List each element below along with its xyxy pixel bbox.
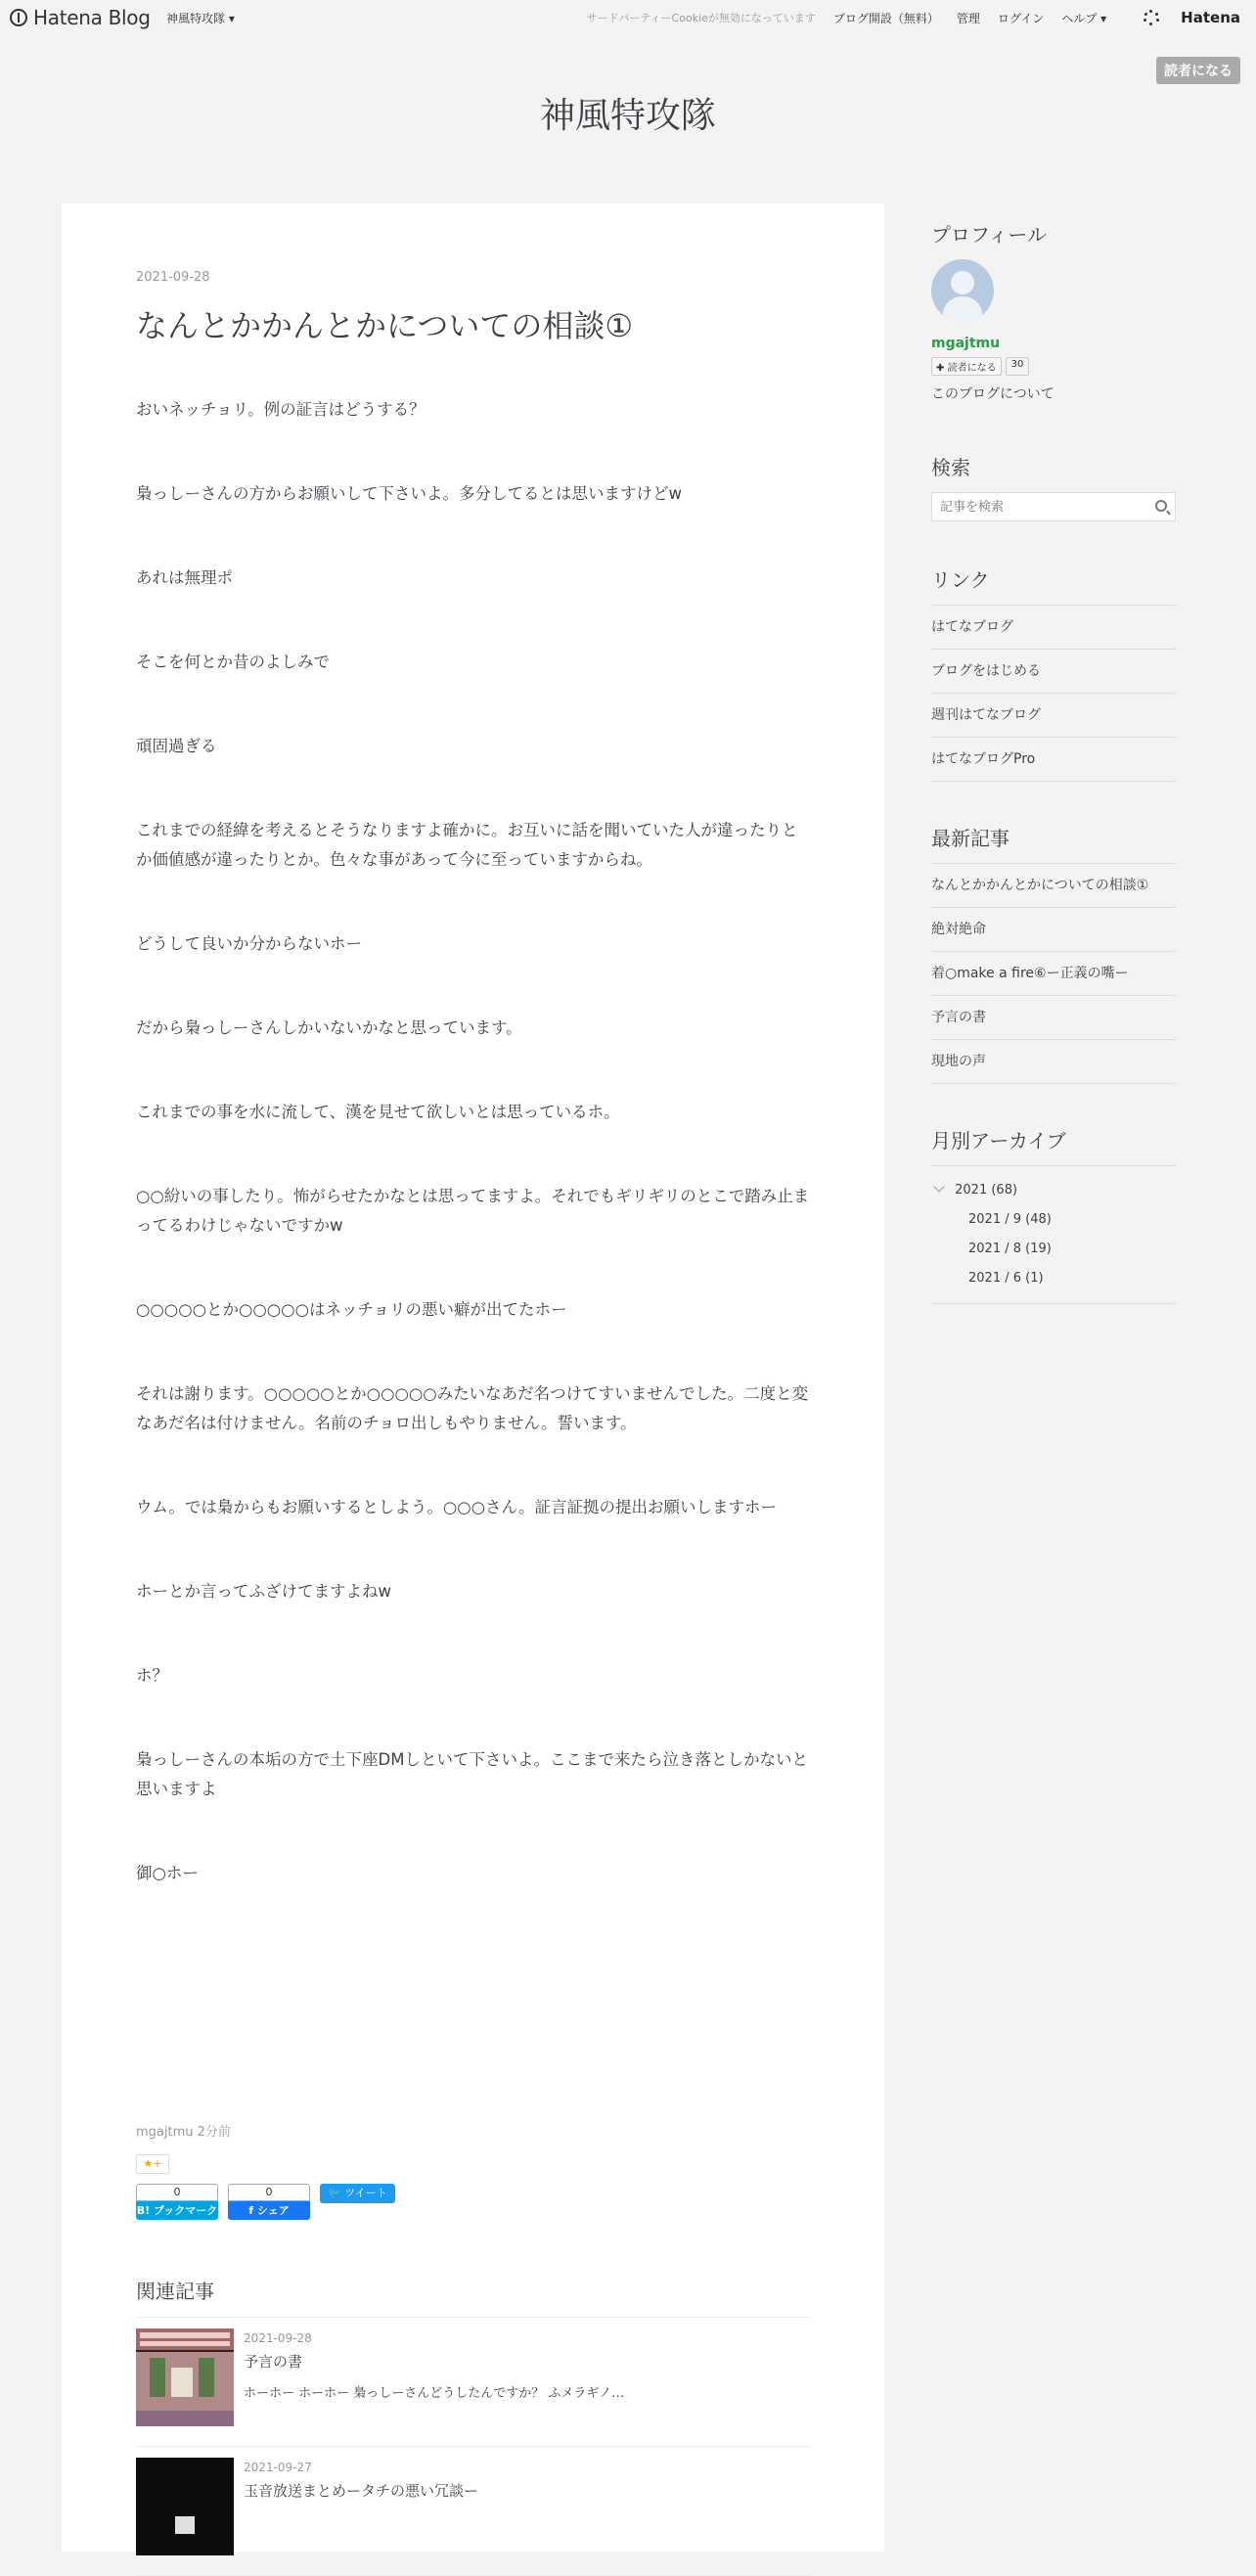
twitter-bird-icon: 🐦 xyxy=(328,2187,341,2199)
archive-month[interactable]: 2021 / 8 (19) xyxy=(968,1242,1052,1256)
recent-heading: 最新記事 xyxy=(931,827,1009,850)
recent-item[interactable]: 予言の書 xyxy=(931,996,1176,1040)
entry-paragraph: ○○紛いの事したり。怖がらせたかなとは思ってますよ。それでもギリギリのとこで踏み止まってるわけじゃないですかw xyxy=(136,1187,810,1235)
entry-paragraph: ホーとか言ってふざけてますよねw xyxy=(136,1582,391,1601)
recent-list xyxy=(931,863,1176,1084)
archive-list xyxy=(931,1165,1176,1304)
entry-paragraph: これまでの事を水に流して、漢を見せて欲しいとは思っているホ。 xyxy=(136,1103,620,1121)
entry-time[interactable]: 2分前 xyxy=(197,2125,231,2140)
subscribe-small-button[interactable] xyxy=(931,357,1002,376)
link-item[interactable]: はてなブログ xyxy=(931,606,1176,650)
share-buttons xyxy=(136,2184,395,2220)
search-icon[interactable] xyxy=(1155,500,1167,512)
related-title[interactable]: 予言の書 xyxy=(244,2353,303,2371)
article-card xyxy=(62,203,884,2552)
related-list xyxy=(136,2317,811,2576)
global-header xyxy=(0,0,1256,35)
link-item[interactable]: ブログをはじめる xyxy=(931,650,1176,694)
cookie-notice[interactable]: サードパーティーCookieが無効になっています xyxy=(586,12,816,24)
archive-heading: 月別アーカイブ xyxy=(931,1129,1066,1152)
archive-month[interactable]: 2021 / 6 (1) xyxy=(968,1271,1044,1286)
entry-paragraph: それは謝ります。○○○○○とか○○○○○みたいなあだ名つけてすいませんでした。二度と変なあだ名は付けません。名前のチョロ出しもやりません。誓います。 xyxy=(136,1384,809,1432)
entry-paragraph: だから梟っしーさんしかいないかなと思っています。 xyxy=(136,1018,522,1037)
archive-month[interactable]: 2021 / 9 (48) xyxy=(968,1212,1052,1227)
recent-item[interactable]: 現地の声 xyxy=(931,1040,1176,1084)
links-heading: リンク xyxy=(931,568,990,592)
subscribe-button[interactable]: 読者になる xyxy=(1156,57,1240,84)
blog-title[interactable]: 神風特攻隊 xyxy=(539,96,716,136)
related-title[interactable]: 玉音放送まとめータチの悪い冗談ー xyxy=(244,2482,479,2500)
facebook-share-button[interactable]: f シェア xyxy=(228,2201,310,2220)
entry-paragraph: あれは無理ポ xyxy=(136,568,233,587)
recent-item[interactable]: 着○make a fire⑥ー正義の嘴ー xyxy=(931,952,1176,996)
search-module xyxy=(931,452,1176,521)
tweet-button[interactable] xyxy=(320,2184,395,2203)
link-item[interactable]: 週刊はてなブログ xyxy=(931,694,1176,738)
hatena-bookmark-share[interactable] xyxy=(136,2184,218,2220)
link-item[interactable]: はてなブログPro xyxy=(931,738,1176,782)
entry-paragraph: 頑固過ぎる xyxy=(136,737,217,755)
related-snippet: ホーホー ホーホー 梟っしーさんどうしたんですか？ ふメラギノ… xyxy=(244,2386,625,2401)
reader-row xyxy=(931,357,1176,376)
hatena-blog-logo[interactable] xyxy=(10,6,151,29)
entry-paragraph: ○○○○○とか○○○○○はネッチョリの悪い癖が出てたホー xyxy=(136,1300,567,1319)
login-link[interactable]: ログイン xyxy=(997,11,1045,25)
related-item[interactable] xyxy=(136,2318,811,2447)
help-menu[interactable]: ヘルプ ▾ xyxy=(1061,11,1107,25)
sidebar xyxy=(931,219,1176,1304)
hatena-dots-icon xyxy=(1144,10,1159,25)
entry-paragraph: ウム。では梟からもお願いするとしよう。○○○さん。証言証拠の提出お願いしますホー xyxy=(136,1498,778,1516)
logo-text: Hatena Blog xyxy=(33,6,151,29)
entry-paragraph: 梟っしーさんの本垢の方で土下座DMしといて下さいよ。ここまで来たら泣き落としかないと思いますよ xyxy=(136,1750,808,1798)
related-thumbnail[interactable] xyxy=(136,2458,234,2555)
archive-year-label[interactable]: 2021 (68) xyxy=(955,1183,1018,1198)
related-date: 2021-09-28 xyxy=(244,2331,312,2345)
entry-paragraph: そこを何とか昔のよしみで xyxy=(136,653,330,671)
avatar[interactable] xyxy=(931,259,994,322)
entry-paragraph: 御○ホー xyxy=(136,1864,199,1882)
entry-date[interactable]: 2021-09-28 xyxy=(136,270,210,285)
entry-body xyxy=(136,395,811,1943)
entry-paragraph: ホ？ xyxy=(136,1666,168,1685)
related-thumbnail[interactable] xyxy=(136,2328,234,2426)
recent-item[interactable]: なんとかかんとかについての相談① xyxy=(931,864,1176,908)
hatena-logo[interactable] xyxy=(1126,9,1240,26)
facebook-share[interactable] xyxy=(228,2184,310,2220)
bookmark-count: 0 xyxy=(136,2184,218,2201)
search-heading: 検索 xyxy=(931,456,970,479)
reader-count[interactable]: 30 xyxy=(1006,357,1030,376)
subscribe-small-label: 読者になる xyxy=(947,363,997,374)
chevron-down-icon[interactable] xyxy=(933,1181,944,1192)
search-box xyxy=(931,492,1176,521)
related-date: 2021-09-27 xyxy=(244,2461,312,2474)
recent-item[interactable]: 絶対絶命 xyxy=(931,908,1176,952)
related-heading: 関連記事 xyxy=(136,2280,214,2303)
entry-paragraph: これまでの経緯を考えるとそうなりますよ確かに。お互いに話を聞いていた人が違ったりとか価値感が違ったりとか。色々な事があって今に至っていますからね。 xyxy=(136,821,798,869)
entry-paragraph: どうして良いか分からないホー xyxy=(136,934,362,953)
tweet-label: ツイート xyxy=(344,2187,387,2199)
archive-year[interactable] xyxy=(931,1176,1176,1205)
hatena-logo-text: Hatena xyxy=(1181,9,1240,26)
recent-module xyxy=(931,823,1176,1084)
blog-name-menu[interactable]: 神風特攻隊 ▾ xyxy=(166,12,235,25)
entry-title[interactable]: なんとかかんとかについての相談① xyxy=(136,307,634,344)
links-list xyxy=(931,605,1176,782)
related-item[interactable] xyxy=(136,2447,811,2576)
profile-heading: プロフィール xyxy=(931,223,1047,247)
plus-icon: ✚ xyxy=(936,363,945,374)
admin-link[interactable]: 管理 xyxy=(956,11,980,25)
hatena-blog-logo-icon xyxy=(10,9,27,26)
links-module xyxy=(931,565,1176,782)
author-link[interactable]: mgajtmu xyxy=(136,2125,194,2140)
search-input[interactable] xyxy=(932,493,1138,520)
about-blog-link[interactable]: このブログについて xyxy=(931,386,1054,402)
bookmark-button[interactable]: B! ブックマーク xyxy=(136,2201,218,2220)
entry-paragraph: 梟っしーさんの方からお願いして下さいよ。多分してるとは思いますけどw xyxy=(136,484,682,503)
open-blog-link[interactable]: ブログ開設（無料） xyxy=(832,11,939,25)
facebook-count: 0 xyxy=(228,2184,310,2201)
profile-module xyxy=(931,219,1176,403)
entry-paragraph: おいネッチョリ。例の証言はどうする？ xyxy=(136,400,426,419)
add-star-button[interactable]: ★+ xyxy=(136,2154,169,2174)
archive-module xyxy=(931,1125,1176,1304)
header-menu xyxy=(569,9,1240,26)
profile-id-link[interactable]: mgajtmu xyxy=(931,336,1001,351)
entry-footer xyxy=(136,2121,231,2140)
